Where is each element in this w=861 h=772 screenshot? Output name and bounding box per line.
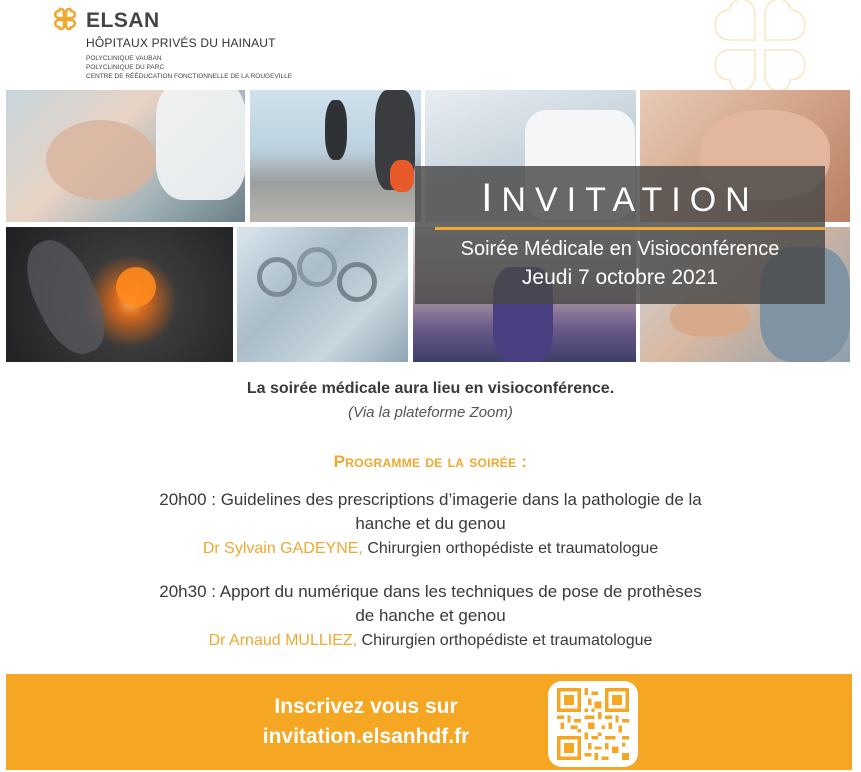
talk-2-speaker: Dr Arnaud MULLIEZ,	[208, 632, 358, 649]
talk-2-role: Chirurgien orthopédiste et traumatologue	[357, 632, 653, 649]
brand-subtitle: HÔPITAUX PRIVÉS DU HAINAUT	[86, 36, 276, 50]
talk-2-title: 20h30 : Apport du numérique dans les techniques de pose de prothèses	[159, 582, 702, 601]
invitation-title: INVITATION	[481, 176, 759, 220]
registration-banner	[6, 674, 852, 770]
intro-lead: La soirée médicale aura lieu en visioconférence.	[246, 380, 615, 397]
brand-name: ELSAN	[86, 9, 160, 32]
invitation-panel	[415, 166, 825, 304]
talk-1-title-continued: hanche et du genou	[355, 514, 506, 533]
watermark-logo-icon	[700, 0, 820, 100]
talk-2-speaker-line	[0, 629, 861, 653]
intro-platform: (Via la plateforme Zoom)	[348, 404, 513, 421]
sites-list	[86, 54, 292, 81]
knee-examination-photo	[6, 90, 245, 222]
runner-legs-photo	[250, 90, 421, 222]
site-item: CENTRE DE RÉÉDUCATION FONCTIONNELLE DE LA ROUGEVILLE	[86, 73, 293, 80]
programme-title: Programme de la soirée :	[333, 452, 528, 471]
talk-1-speaker: Dr Sylvain GADEYNE,	[202, 540, 363, 557]
title-underline	[435, 227, 825, 230]
invitation-date: Jeudi 7 octobre 2021	[521, 266, 719, 289]
knee-xray-illustration	[6, 227, 233, 362]
surgical-instruments-photo	[237, 227, 408, 362]
registration-link[interactable]: invitation.elsanhdf.fr	[262, 725, 470, 748]
site-item: POLYCLINIQUE DU PARC	[86, 64, 165, 71]
qr-code-icon	[555, 688, 631, 760]
talk-1-title: 20h00 : Guidelines des prescriptions d’imagerie dans la pathologie de la	[159, 490, 702, 509]
site-item: POLYCLINIQUE VAUBAN	[86, 55, 162, 62]
elsan-logo-icon	[52, 6, 78, 32]
registration-line-1: Inscrivez vous sur	[274, 695, 458, 718]
invitation-subtitle: Soirée Médicale en Visioconférence	[460, 238, 780, 260]
talk-1-role: Chirurgien orthopédiste et traumatologue	[362, 540, 659, 557]
talk-1-speaker-line	[0, 537, 861, 561]
talk-2-title-continued: de hanche et genou	[355, 606, 506, 625]
qr-code-frame[interactable]	[548, 681, 638, 767]
header	[52, 6, 372, 86]
registration-text	[186, 692, 546, 752]
